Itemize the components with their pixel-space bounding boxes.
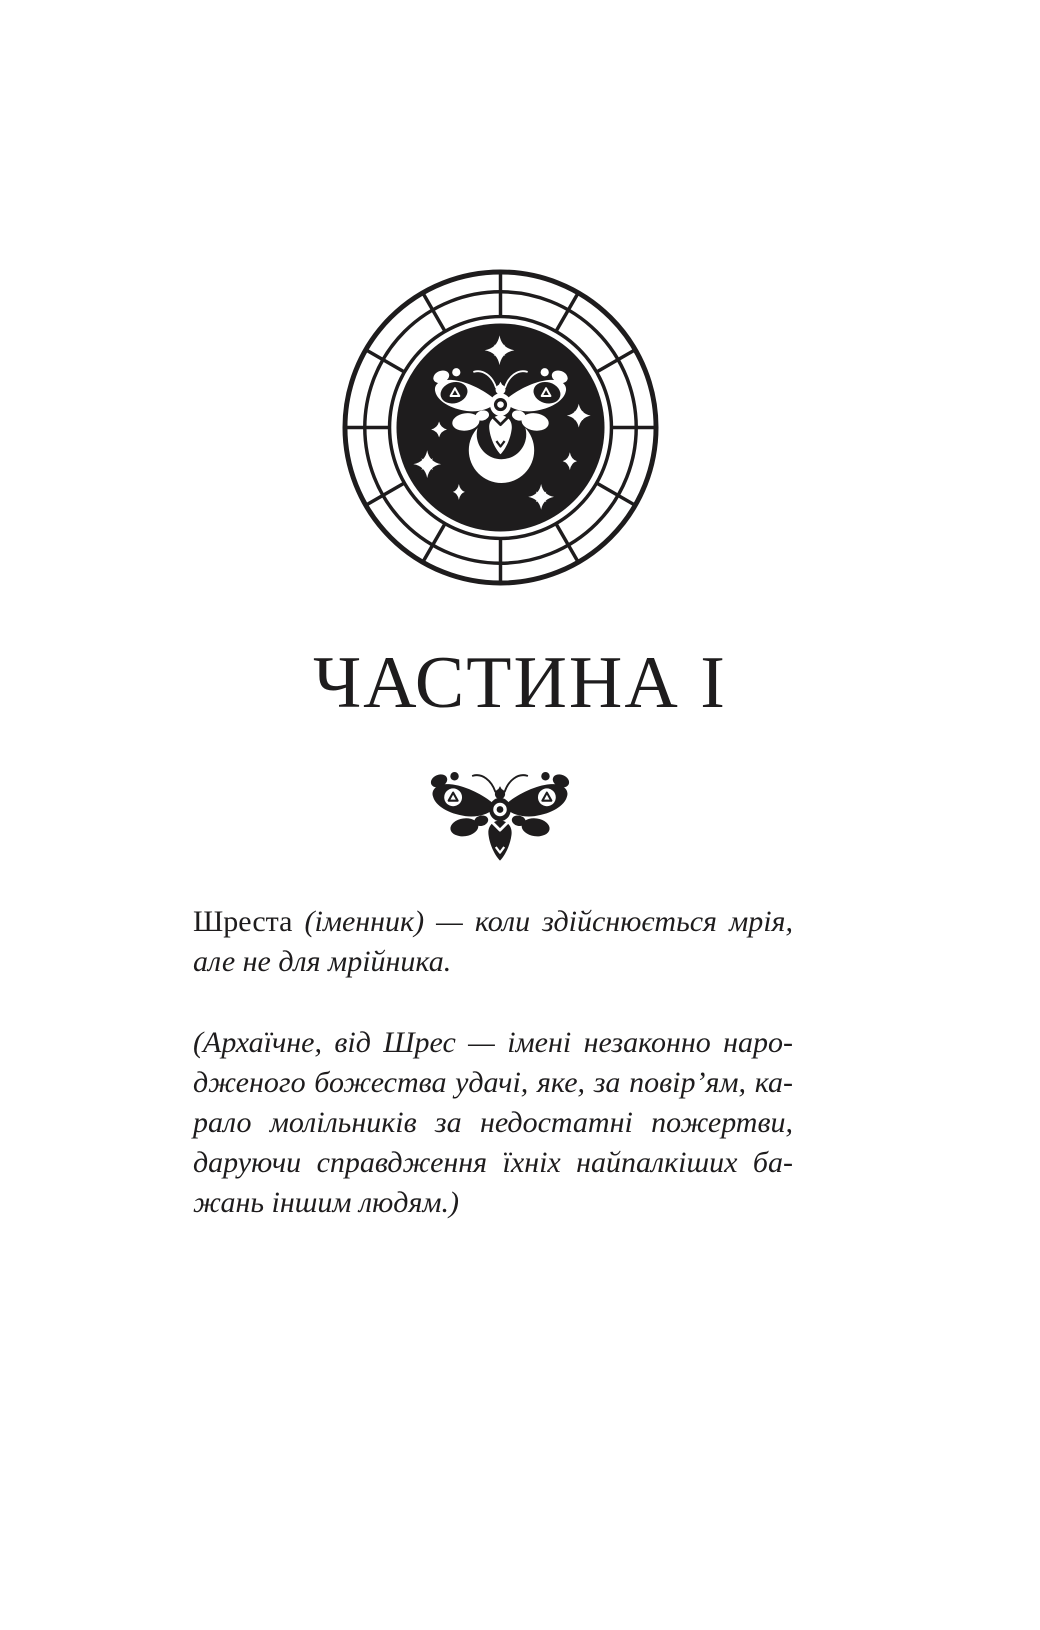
definition-line-1-rest: (іменник) — коли здійснюється мрія, — [292, 905, 793, 938]
etymology-line: рало молільників за недостатні пожертви, — [193, 1106, 793, 1139]
moth-wheel-emblem — [342, 269, 659, 586]
etymology-line: (Архаїчне, від Шрес — імені незаконно наро- — [193, 1026, 793, 1059]
definition-term: Шреста — [193, 905, 293, 938]
etymology-line: даруючи справдження їхніх найпалкіших ба- — [193, 1146, 793, 1179]
moth-ornament-icon — [425, 768, 575, 866]
etymology-line: дженого божества удачі, яке, за повір’ям, ка- — [193, 1066, 793, 1099]
definition-line-1 — [193, 902, 793, 942]
definition-paragraph — [193, 902, 793, 982]
definition-line-2: але не для мрійника. — [193, 945, 452, 978]
etymology-line: жань іншим людям.) — [193, 1186, 460, 1219]
etymology-paragraph — [193, 1023, 793, 1223]
part-title: ЧАСТИНА І — [313, 642, 727, 724]
